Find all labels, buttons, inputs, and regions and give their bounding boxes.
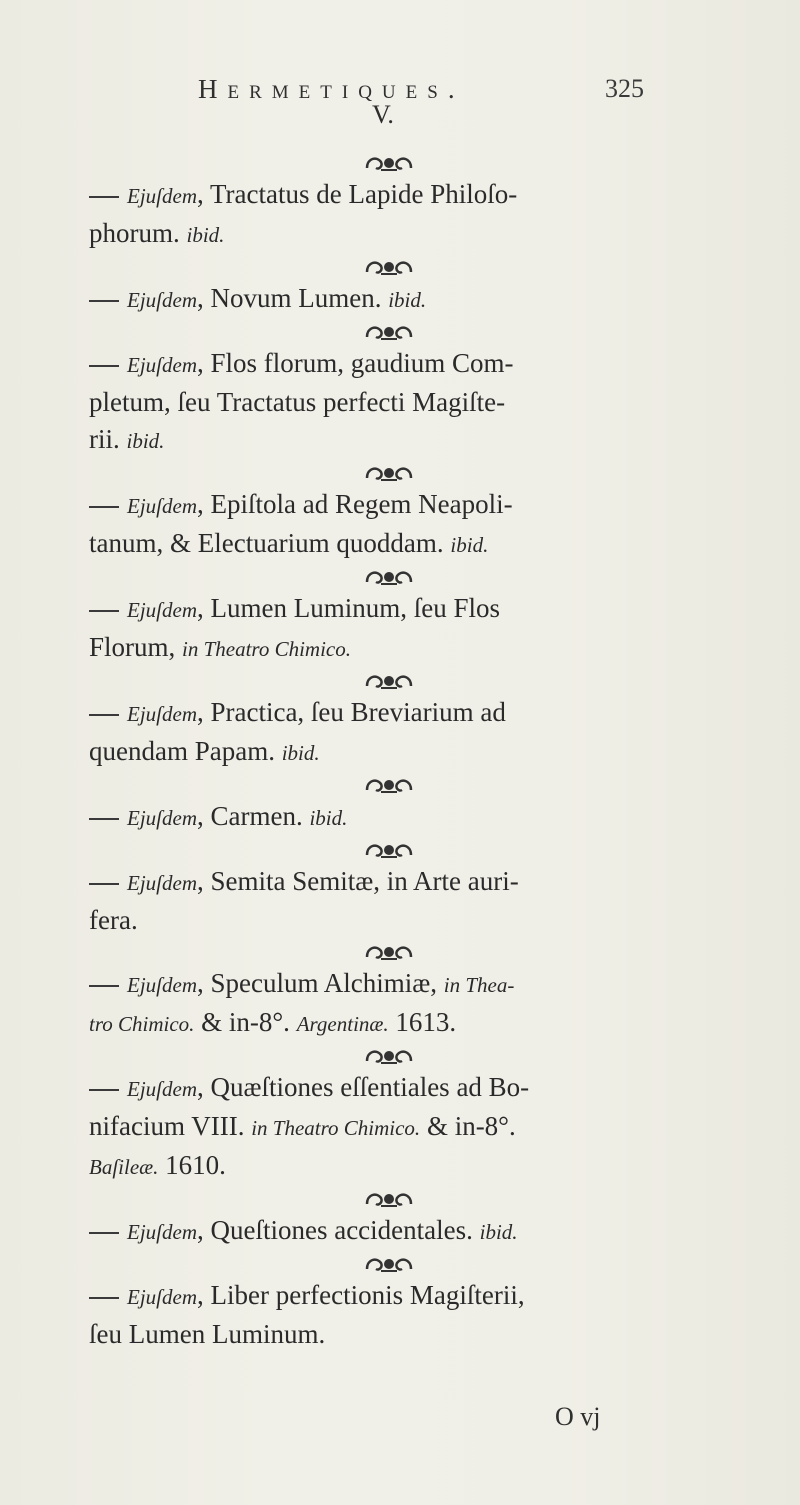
entry-author: Ejuſdem <box>127 353 197 377</box>
entry-author: Ejuſdem <box>127 1077 197 1101</box>
entry-reference: ibid. <box>309 806 348 830</box>
list-item: Ejuſdem, Queſtiones accidentales. ibid. <box>89 1212 689 1251</box>
entry-reference: ibid. <box>450 533 489 557</box>
list-item: Ejuſdem, Lumen Luminum, ſeu Flos Florum, in Theatro Chimico. <box>89 593 500 662</box>
dash-mark <box>89 196 119 198</box>
list-item: Ejuſdem, Epiſtola ad Regem Neapoli- tanum, & Electuarium quoddam. ibid. <box>89 489 513 558</box>
entry-year: 1610. <box>165 1150 226 1180</box>
entry-author: Ejuſdem <box>127 871 197 895</box>
dash-mark <box>89 1297 119 1299</box>
entry-list <box>89 150 689 1353</box>
entry-continuation: ſeu Lumen Luminum. <box>89 1319 326 1349</box>
dash-mark <box>89 365 119 367</box>
fleuron-ornament-icon <box>359 1251 419 1277</box>
entry-continuation: nifacium VIII. <box>89 1111 245 1141</box>
fleuron-ornament-icon <box>359 254 419 280</box>
entry-title: Practica, ſeu Breviarium ad <box>210 697 506 727</box>
entry-title: Quæſtiones eſſentiales ad Bo- <box>210 1072 530 1102</box>
entry-author: Ejuſdem <box>127 806 197 830</box>
entry-continuation: rii. <box>89 424 120 454</box>
entry-author: Ejuſdem <box>127 288 197 312</box>
list-item: Ejuſdem, Speculum Alchimiæ, in Thea- tro Chimico. & in-8°. Argentinæ. 1613. <box>89 968 515 1037</box>
entry-place: Baſileæ. <box>89 1155 159 1179</box>
entry-continuation: phorum. <box>89 218 180 248</box>
entry-author: Ejuſdem <box>127 598 197 622</box>
fleuron-ornament-icon <box>359 837 419 863</box>
list-item: Ejuſdem, Practica, ſeu Breviarium ad quendam Papam. ibid. <box>89 697 506 766</box>
dash-mark <box>89 818 119 820</box>
dash-mark <box>89 1232 119 1234</box>
list-item: Ejuſdem, Carmen. ibid. <box>89 798 689 837</box>
list-item: Ejuſdem, Liber perfectionis Magiſterii, ſeu Lumen Luminum. <box>89 1280 525 1349</box>
entry-reference: ibid. <box>479 1220 518 1244</box>
entry-author: Ejuſdem <box>127 1285 197 1309</box>
dash-mark <box>89 300 119 302</box>
entry-author: Ejuſdem <box>127 494 197 518</box>
entry-title: Epiſtola ad Regem Neapoli- <box>210 489 513 519</box>
entry-reference: tro Chimico. <box>89 1012 195 1036</box>
signature-mark: O vj <box>555 1402 601 1431</box>
entry-continuation: fera. <box>89 905 138 935</box>
entry-author: Ejuſdem <box>127 702 197 726</box>
entry-reference: in Thea- <box>443 973 515 997</box>
entry-continuation: Florum, <box>89 632 176 662</box>
entry-format: & in-8°. <box>426 1111 516 1141</box>
fleuron-ornament-icon <box>359 460 419 486</box>
fleuron-ornament-icon <box>359 1186 419 1212</box>
entry-title: Tractatus de Lapide Philoſo- <box>210 179 518 209</box>
list-item: Ejuſdem, Quæſtiones eſſentiales ad Bo- nifacium VIII. in Theatro Chimico. & in-8°. Baſileæ. 1610. <box>89 1072 530 1180</box>
entry-place: Argentinæ. <box>296 1012 389 1036</box>
entry-continuation: tanum, & Electuarium quoddam. <box>89 528 444 558</box>
dash-mark <box>89 883 119 885</box>
entry-title: Semita Semitæ, in Arte auri- <box>210 866 519 896</box>
fleuron-ornament-icon <box>359 772 419 798</box>
dash-mark <box>89 985 119 987</box>
fleuron-ornament-icon <box>359 564 419 590</box>
entry-title: Liber perfectionis Magiſterii, <box>210 1280 525 1310</box>
entry-reference: in Theatro Chimico. <box>251 1116 421 1140</box>
entry-title: Speculum Alchimiæ, <box>210 968 437 998</box>
entry-author: Ejuſdem <box>127 1220 197 1244</box>
running-head: Hermetiques. <box>198 74 465 104</box>
entry-reference: ibid. <box>126 429 165 453</box>
entry-reference: ibid. <box>186 223 225 247</box>
entry-continuation: pletum, ſeu Tractatus perfecti Magiſte- <box>89 387 506 417</box>
fleuron-ornament-icon <box>359 150 419 176</box>
fleuron-ornament-icon <box>359 668 419 694</box>
dash-mark <box>89 714 119 716</box>
section-heading: V. <box>372 100 394 129</box>
entry-reference: ibid. <box>281 741 320 765</box>
fleuron-ornament-icon <box>359 319 419 345</box>
entry-title: Queſtiones accidentales. <box>210 1215 473 1245</box>
entry-title: Carmen. <box>210 801 303 831</box>
entry-title: Lumen Luminum, ſeu Flos <box>210 593 500 623</box>
dash-mark <box>89 506 119 508</box>
list-item: Ejuſdem, Tractatus de Lapide Philoſo- phorum. ibid. <box>89 179 518 248</box>
fleuron-ornament-icon <box>359 1043 419 1069</box>
list-item: Ejuſdem, Semita Semitæ, in Arte auri- fera. <box>89 866 519 935</box>
dash-mark <box>89 610 119 612</box>
page-number: 325 <box>605 74 644 103</box>
page-header <box>0 74 800 114</box>
entry-title: Flos florum, gaudium Com- <box>210 348 514 378</box>
list-item: Ejuſdem, Novum Lumen. ibid. <box>89 280 689 319</box>
entry-continuation: quendam Papam. <box>89 736 275 766</box>
entry-reference: ibid. <box>388 288 427 312</box>
entry-author: Ejuſdem <box>127 973 197 997</box>
entry-year: 1613. <box>395 1007 457 1037</box>
entry-author: Ejuſdem <box>127 184 197 208</box>
list-item: Ejuſdem, Flos florum, gaudium Com- pletum, ſeu Tractatus perfecti Magiſte- rii. ibid. <box>89 348 514 454</box>
entry-title: Novum Lumen. <box>210 283 382 313</box>
entry-reference: in Theatro Chimico. <box>182 637 351 661</box>
dash-mark <box>89 1089 119 1091</box>
entry-continuation: & in-8°. <box>201 1007 290 1037</box>
fleuron-ornament-icon <box>359 939 419 965</box>
